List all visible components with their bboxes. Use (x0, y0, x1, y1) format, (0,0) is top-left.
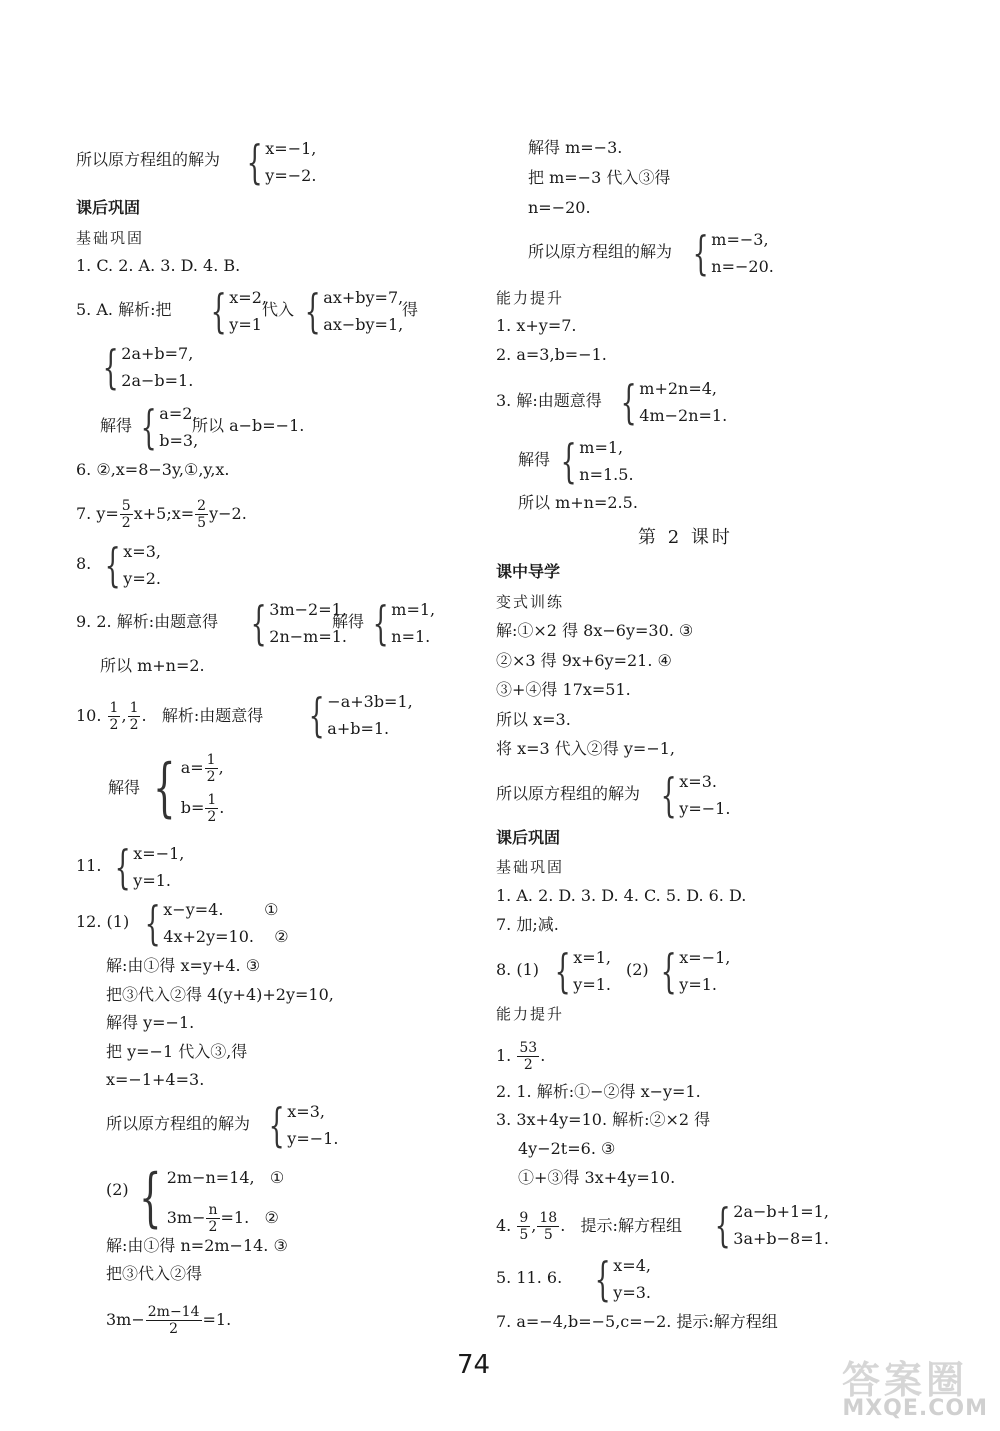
section-heading: 课中导学 (496, 562, 561, 581)
text: 把③代入②得 (106, 1264, 203, 1283)
text: 把 m=−3 代入③得 (528, 168, 671, 187)
equation-system: { −a+3b=1, a+b=1. (308, 688, 413, 742)
answer-line: 3. 解:由题意得 (496, 391, 602, 410)
section-heading: 课后巩固 (76, 198, 141, 217)
answer-line: 1. x+y=7. (496, 316, 577, 335)
equation-system: { 3m−2=1, 2n−m=1. (250, 596, 348, 650)
equation-system: { m=1, n=1.5. (560, 434, 634, 488)
text: 把③代入②得 4(y+4)+2y=10, (106, 985, 334, 1004)
equation-system: { x−y=4. ① 4x+2y=10. ② (144, 896, 289, 950)
text: 所以 m+n=2.5. (518, 493, 638, 512)
text: 将 x=3 代入②得 y=−1, (496, 739, 675, 758)
answer-line: 5. 11. 6. (496, 1268, 563, 1287)
answer-line: 10. $\frac{1}{2}$ , $\frac{1}{2}$ . 解析:由题意得 (76, 700, 264, 733)
text: 4y−2t=6. ③ (518, 1139, 616, 1158)
text: 所以原方程组的解为 (496, 784, 641, 803)
text: 得 (402, 300, 419, 319)
text: 所以 a−b=−1. (192, 416, 305, 435)
answer-line: 1. C. 2. A. 3. D. 4. B. (76, 256, 241, 275)
question-number: 11. (76, 856, 102, 875)
equation-system: { 2a−b+1=1, 3a+b−8=1. (714, 1198, 829, 1252)
equation-system: { m=−3, n=−20. (692, 226, 774, 280)
answer-line: 1. $\frac{53}{2}$ . (496, 1040, 546, 1073)
equation-system: { x=3, y=−1. (268, 1098, 339, 1152)
text: 解得 (108, 778, 141, 797)
answer-line: 3. 3x+4y=10. 解析:②×2 得 (496, 1110, 711, 1129)
answer-line: 2. 1. 解析:①−②得 x−y=1. (496, 1082, 701, 1101)
watermark-logo: 答案圈 (841, 1358, 968, 1402)
equation-system: { 2a+b=7, 2a−b=1. (102, 340, 194, 394)
equation-system: { x=3. y=−1. (660, 768, 731, 822)
equation-system: { x=−1, y=−2. (246, 135, 317, 189)
text: 解得 (518, 450, 551, 469)
answer-line: 2. a=3,b=−1. (496, 345, 607, 364)
text: 3m− $\frac{2m-14}{2}$ =1. (106, 1304, 232, 1337)
equation-system: { a= $\frac{1}{2}$ , b= $\frac{1}{2}$ . (153, 751, 225, 825)
answer-line: 6. ②,x=8−3y,①,y,x. (76, 460, 230, 479)
subsection-heading: 基础巩固 (496, 858, 565, 876)
text: 解得 (332, 612, 365, 631)
text: 所以原方程组的解为 (106, 1114, 251, 1133)
answer-line: 7. a=−4,b=−5,c=−2. 提示:解方程组 (496, 1312, 778, 1331)
lesson-title: 第 2 课时 (638, 527, 733, 548)
text: 所以 x=3. (496, 710, 571, 729)
text: 所以原方程组的解为 (528, 242, 673, 261)
text: ①+③得 3x+4y=10. (518, 1168, 676, 1187)
equation-system: { x=−1, y=1. (114, 840, 185, 894)
text: 解:①×2 得 8x−6y=30. ③ (496, 621, 694, 640)
question-number: 8. (76, 554, 92, 573)
section-heading: 课后巩固 (496, 828, 561, 847)
equation-system: { x=3, y=2. (104, 538, 161, 592)
page-number: 74 (457, 1350, 491, 1380)
equation-system: { ax+by=7, ax−by=1, (304, 284, 404, 338)
answer-line: 4. $\frac{9}{5}$ , $\frac{18}{5}$ . 提示:解方程组 (496, 1210, 682, 1243)
equation-system: { m=1, n=1. (372, 596, 436, 650)
answer-line: 9. 2. 解析:由题意得 (76, 612, 219, 631)
answer-line: 1. A. 2. D. 3. D. 4. C. 5. D. 6. D. (496, 886, 747, 905)
equation-system: { 2m−n=14, ① 3m− $\frac{n}{2}$ =1. ② (139, 1161, 285, 1235)
text: x=−1+4=3. (106, 1070, 205, 1089)
subsection-heading: 能力提升 (496, 1005, 565, 1023)
watermark (798, 1345, 988, 1425)
question-number: (2) (106, 1180, 129, 1199)
text: (2) (626, 960, 649, 979)
text: 解得 m=−3. (528, 138, 623, 157)
text: n=−20. (528, 198, 591, 217)
text: 把 y=−1 代入③,得 (106, 1042, 248, 1061)
equation-system: { x=2, y=1 (210, 284, 267, 338)
answer-line: 5. A. 解析:把 (76, 300, 172, 319)
solution-line: 所以原方程组的解为 (76, 150, 221, 169)
equation-system: { x=4, y=3. (594, 1252, 651, 1306)
text: ③+④得 17x=51. (496, 680, 631, 699)
text: 所以 m+n=2. (100, 656, 205, 675)
text: 代入 (262, 300, 295, 319)
answer-line: 8. (1) (496, 960, 540, 979)
text: ②×3 得 9x+6y=21. ④ (496, 651, 672, 670)
text: 解:由①得 x=y+4. ③ (106, 956, 261, 975)
watermark-url: MXQE.COM (842, 1396, 988, 1421)
answer-line: 7. y= $\frac{5}{2}$ x+5;x= $\frac{2}{5}$ y−2. (76, 498, 247, 531)
equation-system: { x=1, y=1. (554, 944, 611, 998)
text: 解得 (100, 416, 133, 435)
subsection-heading: 基础巩固 (76, 229, 145, 247)
subsection-heading: 变式训练 (496, 593, 565, 611)
subsection-heading: 能力提升 (496, 289, 565, 307)
text: 解:由①得 n=2m−14. ③ (106, 1236, 288, 1255)
question-number: 12. (1) (76, 912, 130, 931)
equation-system: { m+2n=4, 4m−2n=1. (620, 375, 728, 429)
answer-line: 7. 加;减. (496, 915, 559, 934)
equation-system: { a=2, b=3, (140, 400, 199, 454)
text: 解得 y=−1. (106, 1013, 195, 1032)
equation-system: { x=−1, y=1. (660, 944, 731, 998)
